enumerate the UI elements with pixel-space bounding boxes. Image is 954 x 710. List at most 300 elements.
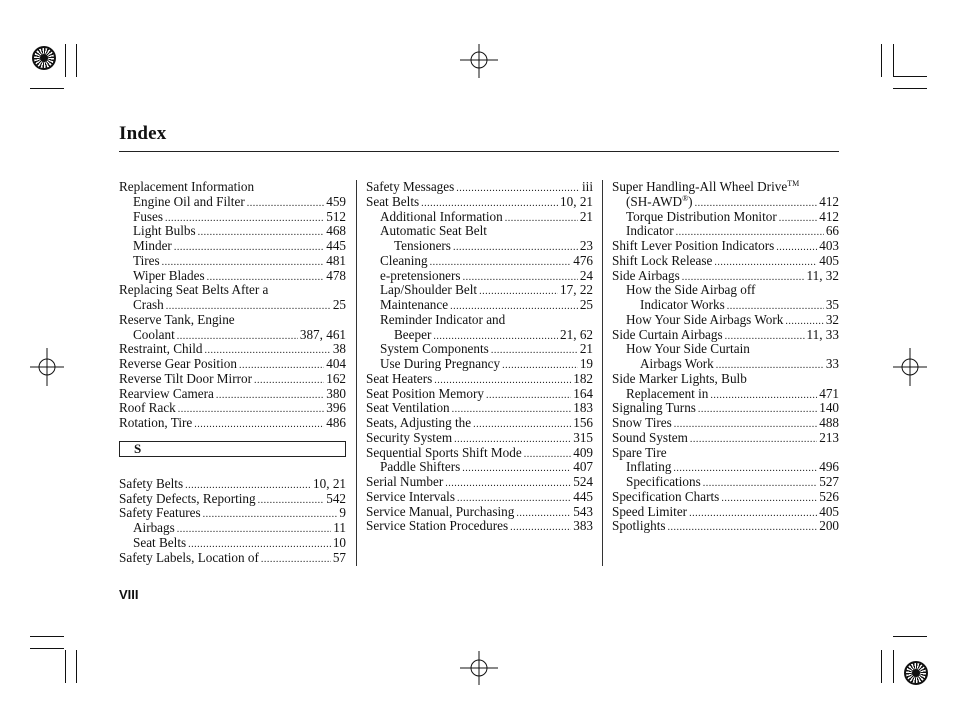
index-entry-label xyxy=(612,490,719,505)
index-entry-text: Additional Information xyxy=(380,208,503,224)
index-entry-text: Rearview Camera xyxy=(119,385,214,401)
index-entry-label xyxy=(119,357,237,372)
page-number: 407 xyxy=(573,459,593,475)
crosshair-registration-icon xyxy=(30,348,64,386)
index-entry xyxy=(612,239,839,254)
index-entry-label xyxy=(626,475,701,490)
index-entry xyxy=(119,342,346,357)
index-entry-label xyxy=(119,492,256,507)
index-entry-label xyxy=(119,551,259,566)
page-number: 404 xyxy=(326,356,346,371)
index-entry-text: Sound System xyxy=(612,429,688,445)
index-entry xyxy=(612,269,839,284)
index-entry-text: Serial Number xyxy=(366,474,444,489)
crop-mark xyxy=(76,44,77,77)
page-number: 200 xyxy=(819,518,839,534)
index-entry-text: Shift Lever Position Indicators xyxy=(612,238,775,253)
dot-leader xyxy=(776,241,817,256)
page-number: 140 xyxy=(819,400,839,416)
page-number: 24 xyxy=(579,267,593,283)
index-entry-text: Side Marker Lights, Bulb xyxy=(612,370,747,386)
index-entry-label xyxy=(612,372,747,387)
index-entry xyxy=(366,224,593,239)
dot-leader xyxy=(516,507,571,522)
index-entry-text: Cleaning xyxy=(380,252,428,268)
crop-mark xyxy=(893,650,894,683)
page-number: 412 xyxy=(819,193,839,209)
index-entry-text: Sequential Sports Shift Mode xyxy=(366,444,522,460)
index-entry xyxy=(366,519,593,534)
index-entry-text: Wiper Blades xyxy=(133,267,205,283)
index-entry-label xyxy=(612,401,696,416)
index-entry-text: Seat Belts xyxy=(366,193,420,209)
index-entry-label xyxy=(612,446,667,461)
index-entry-text: Roof Rack xyxy=(119,400,176,416)
index-entry-label xyxy=(380,460,460,475)
index-entry xyxy=(612,313,839,328)
index-entry-label xyxy=(366,372,432,387)
index-entry xyxy=(366,490,593,505)
index-entry xyxy=(119,401,346,416)
index-entry-label xyxy=(133,269,205,284)
index-entry xyxy=(366,431,593,446)
page-number: 445 xyxy=(326,238,346,253)
page-number: 10, 21 xyxy=(313,475,346,491)
index-entry-text: Fuses xyxy=(133,208,164,224)
index-entry xyxy=(366,342,593,357)
index-entry-label xyxy=(612,505,687,520)
index-entry-text: Reverse Gear Position xyxy=(119,356,237,371)
index-entry-text: Service Intervals xyxy=(366,488,455,504)
index-entry-label xyxy=(612,239,774,254)
crop-mark xyxy=(881,44,882,77)
index-entry-label xyxy=(626,283,755,298)
page-number: 21 xyxy=(579,208,593,224)
index-column-3 xyxy=(612,180,839,534)
index-entry xyxy=(366,195,593,210)
index-entry-text: Automatic Seat Belt xyxy=(380,223,487,239)
page-number: 162 xyxy=(326,370,346,386)
dot-leader xyxy=(710,389,817,404)
index-entry xyxy=(119,492,346,507)
index-entry-text: Seat Position Memory xyxy=(366,385,484,401)
index-entry-text: Safety Belts xyxy=(119,475,184,491)
page-number: 468 xyxy=(326,223,346,239)
index-entry xyxy=(366,180,593,195)
page-number: 9 xyxy=(339,505,346,521)
title-rule xyxy=(119,151,839,152)
index-entry xyxy=(366,372,593,387)
page-number: 405 xyxy=(819,252,839,268)
page-number: 19 xyxy=(579,356,593,371)
registration-target-icon xyxy=(904,661,928,685)
index-entry-text: Minder xyxy=(133,238,172,253)
index-entry xyxy=(366,460,593,475)
index-entry-label xyxy=(612,180,799,195)
index-entry-label xyxy=(366,195,419,210)
page-number: 23 xyxy=(579,238,593,253)
page-number: 496 xyxy=(819,459,839,475)
index-entry-text: Service Station Procedures xyxy=(366,518,509,534)
index-entry-text: Specifications xyxy=(626,474,701,489)
index-entry-text: Airbags xyxy=(133,520,175,535)
index-entry xyxy=(366,283,593,298)
index-entry xyxy=(612,342,839,357)
index-entry-label xyxy=(119,313,235,328)
page-number: 182 xyxy=(573,370,593,386)
page-number: 25 xyxy=(579,297,593,312)
dot-leader xyxy=(453,241,578,256)
index-entry-text: System Components xyxy=(380,341,489,357)
dot-leader xyxy=(491,344,578,359)
index-entry-label xyxy=(133,195,245,210)
index-entry-text: Light Bulbs xyxy=(133,223,196,239)
dot-leader xyxy=(178,403,324,418)
index-entry-label xyxy=(133,298,164,313)
index-entry-text: Signaling Turns xyxy=(612,400,696,416)
index-entry xyxy=(119,357,346,372)
index-entry-label xyxy=(626,460,671,475)
index-entry-label xyxy=(626,387,708,402)
crop-mark xyxy=(30,636,64,637)
page-number: 10, 21 xyxy=(560,193,593,209)
index-entry-label xyxy=(366,519,508,534)
index-entry-text: Seats, Adjusting the xyxy=(366,415,472,430)
index-entry xyxy=(366,475,593,490)
index-entry xyxy=(119,477,346,492)
index-entry-label xyxy=(366,490,455,505)
index-entry xyxy=(119,195,346,210)
index-entry-text: Safety Messages xyxy=(366,179,455,194)
index-entry-label xyxy=(612,416,672,431)
dot-leader xyxy=(779,212,817,227)
index-entry-text: Paddle Shifters xyxy=(380,459,461,475)
index-entry-label xyxy=(380,224,487,239)
index-entry-label xyxy=(612,431,688,446)
page-number: 17, 22 xyxy=(560,282,593,298)
index-entry-text: Replacement Information xyxy=(119,179,255,194)
index-entry-text: Snow Tires xyxy=(612,415,672,430)
page-number: 403 xyxy=(819,238,839,253)
index-entry-label xyxy=(366,431,452,446)
index-entry-text: How the Side Airbag off xyxy=(626,282,756,298)
index-entry xyxy=(612,505,839,520)
crop-mark xyxy=(30,88,64,89)
index-entry-text: Speed Limiter xyxy=(612,503,688,519)
index-entry xyxy=(119,224,346,239)
index-entry-label xyxy=(380,269,461,284)
index-entry-label xyxy=(366,505,514,520)
page-title: Index xyxy=(119,123,167,144)
column-divider xyxy=(356,180,357,566)
index-entry xyxy=(119,283,346,298)
index-entry-label xyxy=(133,254,160,269)
index-column-2 xyxy=(366,180,593,534)
page-number: 383 xyxy=(573,518,593,534)
page-number: 478 xyxy=(326,267,346,283)
dot-leader xyxy=(668,521,818,536)
index-entry-label xyxy=(119,387,214,402)
index-entry-text: How Your Side Curtain xyxy=(626,341,750,357)
index-entry xyxy=(366,387,593,402)
page-number: 11 xyxy=(333,520,346,535)
index-entry xyxy=(612,387,839,402)
index-entry xyxy=(366,269,593,284)
page-number: 315 xyxy=(573,429,593,445)
index-entry xyxy=(612,328,839,343)
page-number: 35 xyxy=(825,297,839,312)
index-entry-label xyxy=(380,254,428,269)
index-entry-text: Restraint, Child xyxy=(119,341,203,357)
index-entry-label xyxy=(119,342,203,357)
index-entry xyxy=(366,328,593,343)
dot-leader xyxy=(445,477,571,492)
dot-leader xyxy=(462,462,571,477)
index-entry-label xyxy=(133,210,163,225)
page-number: 512 xyxy=(326,208,346,224)
index-entry-text: Reserve Tank, Engine xyxy=(119,311,235,327)
index-entry xyxy=(366,239,593,254)
index-entry xyxy=(119,269,346,284)
index-entry-text: Use During Pregnancy xyxy=(380,356,501,371)
page-number: 542 xyxy=(326,490,346,506)
index-entry-text: Spare Tire xyxy=(612,444,667,460)
index-entry-label xyxy=(380,298,448,313)
index-entry xyxy=(119,328,346,343)
index-entry-text: Inflating xyxy=(626,459,672,475)
index-entry-label xyxy=(133,224,196,239)
index-entry-label xyxy=(626,210,777,225)
index-entry xyxy=(366,254,593,269)
index-entry xyxy=(612,254,839,269)
index-entry xyxy=(119,254,346,269)
dot-leader xyxy=(502,359,578,374)
crop-mark xyxy=(893,44,894,77)
section-letter-heading: S xyxy=(119,441,346,457)
crop-mark xyxy=(76,650,77,683)
index-entry-text: Beeper xyxy=(394,326,432,342)
index-entry-text: Engine Oil and Filter xyxy=(133,193,245,209)
dot-leader xyxy=(486,389,571,404)
dot-leader xyxy=(690,433,817,448)
index-entry-text: Security System xyxy=(366,429,453,445)
index-entry xyxy=(366,446,593,461)
index-entry-text: Airbags Work xyxy=(640,356,714,371)
index-entry-label xyxy=(119,477,183,492)
page-number: 32 xyxy=(825,311,839,327)
crop-mark xyxy=(65,44,66,77)
index-entry-label xyxy=(380,313,505,328)
page-folio: VIII xyxy=(119,587,139,602)
index-entry-label xyxy=(366,446,522,461)
page-number: 526 xyxy=(819,488,839,504)
index-entry-label xyxy=(133,521,175,536)
crop-mark xyxy=(893,88,927,89)
index-entry xyxy=(612,357,839,372)
index-entry xyxy=(612,372,839,387)
page-number: 380 xyxy=(326,385,346,401)
dot-leader xyxy=(479,285,558,300)
page-number: 412 xyxy=(819,208,839,224)
index-entry-label xyxy=(626,342,750,357)
index-entry xyxy=(119,313,346,328)
page-number: 57 xyxy=(332,549,346,565)
registration-target-icon xyxy=(32,46,56,70)
page-number: 164 xyxy=(573,385,593,401)
index-entry-label xyxy=(394,328,431,343)
page-number: 527 xyxy=(819,474,839,489)
index-entry-text: Crash xyxy=(133,297,164,312)
index-entry-label xyxy=(133,239,172,254)
index-entry-text: Replacement in xyxy=(626,385,709,401)
index-entry-label xyxy=(612,254,712,269)
page-number: 476 xyxy=(573,252,593,268)
index-entry xyxy=(612,210,839,225)
index-entry-label xyxy=(380,210,503,225)
index-entry-text: Coolant xyxy=(133,326,175,342)
index-entry xyxy=(366,505,593,520)
index-entry-text: Spotlights xyxy=(612,518,666,534)
index-entry-text: Side Curtain Airbags xyxy=(612,326,723,342)
index-entry-text: Shift Lock Release xyxy=(612,252,713,268)
index-entry-label xyxy=(366,387,484,402)
index-entry xyxy=(366,416,593,431)
index-entry xyxy=(612,224,839,239)
crosshair-registration-icon xyxy=(460,44,498,78)
index-entry-label xyxy=(612,519,666,534)
index-entry xyxy=(612,475,839,490)
dot-leader xyxy=(689,507,817,522)
page-number: 10 xyxy=(332,534,346,550)
page-number: 66 xyxy=(825,223,839,239)
index-entry-text: Reverse Tilt Door Mirror xyxy=(119,370,252,386)
dot-leader xyxy=(473,418,571,433)
index-entry-text: Service Manual, Purchasing xyxy=(366,503,515,519)
index-entry-label xyxy=(640,298,725,313)
index-entry-text: Seat Heaters xyxy=(366,370,433,386)
crop-mark xyxy=(881,650,882,683)
index-entry xyxy=(612,195,839,210)
page-number: 524 xyxy=(573,474,593,489)
index-entry-text: Indicator Works xyxy=(640,297,725,312)
dot-leader xyxy=(177,523,332,538)
index-entry-label xyxy=(133,328,175,343)
index-entry-label xyxy=(394,239,451,254)
index-entry xyxy=(366,313,593,328)
index-entry xyxy=(612,490,839,505)
page-number: iii xyxy=(582,179,593,194)
page-number: 33 xyxy=(825,356,839,371)
index-entry-text: Reminder Indicator and xyxy=(380,311,506,327)
crop-mark xyxy=(30,648,64,649)
index-entry xyxy=(612,460,839,475)
crop-mark xyxy=(893,76,927,77)
index-entry-label xyxy=(366,401,450,416)
index-entry xyxy=(119,416,346,431)
index-entry-text: (SH-AWD xyxy=(626,193,683,209)
dot-leader xyxy=(203,508,338,523)
index-entry-text: How Your Side Airbags Work xyxy=(626,311,784,327)
index-entry xyxy=(612,283,839,298)
page-number: 21 xyxy=(579,341,593,357)
index-entry xyxy=(119,372,346,387)
index-entry-label xyxy=(612,269,680,284)
index-entry-text: Tensioners xyxy=(394,238,451,253)
index-entry-label xyxy=(366,180,454,195)
index-entry xyxy=(119,536,346,551)
dot-leader xyxy=(703,477,818,492)
index-entry-label xyxy=(626,313,783,328)
index-entry xyxy=(119,521,346,536)
index-entry-text: Specification Charts xyxy=(612,488,720,504)
index-entry-text: Safety Features xyxy=(119,505,201,521)
dot-leader xyxy=(510,521,571,536)
dot-leader xyxy=(254,374,324,389)
crop-mark xyxy=(65,650,66,683)
dot-leader xyxy=(261,553,331,568)
index-column-1 xyxy=(119,180,346,565)
dot-leader xyxy=(216,389,324,404)
page-number: 183 xyxy=(573,400,593,416)
index-entry-text: Safety Defects, Reporting xyxy=(119,490,256,506)
index-entry-label xyxy=(133,536,186,551)
index-entry xyxy=(119,239,346,254)
dot-leader xyxy=(721,492,817,507)
index-entry-label xyxy=(626,224,674,239)
page-number: 156 xyxy=(573,415,593,430)
index-entry xyxy=(119,506,346,521)
index-entry-label xyxy=(119,372,252,387)
index-entry-text: Replacing Seat Belts After a xyxy=(119,282,269,298)
index-entry-text: e-pretensioners xyxy=(380,267,461,283)
dot-leader xyxy=(698,403,817,418)
index-entry-text: Indicator xyxy=(626,223,674,239)
dot-leader xyxy=(505,212,578,227)
index-entry-label xyxy=(366,416,471,431)
index-entry xyxy=(366,210,593,225)
index-entry xyxy=(366,298,593,313)
index-entry xyxy=(612,446,839,461)
dot-leader xyxy=(524,448,572,463)
page-number: 445 xyxy=(573,488,593,504)
page-number: 21, 62 xyxy=(560,326,593,342)
column-divider xyxy=(602,180,603,566)
dot-leader xyxy=(174,241,324,256)
index-entry xyxy=(119,210,346,225)
index-entry xyxy=(119,551,346,566)
index-entry-text: Torque Distribution Monitor xyxy=(626,208,777,224)
index-entry-text: Maintenance xyxy=(380,297,449,312)
index-entry-text: Lap/Shoulder Belt xyxy=(380,282,478,298)
page-number: 543 xyxy=(573,503,593,519)
trademark-mark: TM xyxy=(787,179,800,188)
dot-leader xyxy=(258,494,325,509)
page-number: 409 xyxy=(573,444,593,460)
index-entry xyxy=(612,416,839,431)
index-entry xyxy=(612,298,839,313)
page-number: 459 xyxy=(326,193,346,209)
index-entry-text: Tires xyxy=(133,252,160,268)
index-entry xyxy=(366,401,593,416)
index-entry-label xyxy=(380,357,500,372)
page-number: 471 xyxy=(819,385,839,401)
crosshair-registration-icon xyxy=(893,348,927,386)
index-entry-text: Super Handling-All Wheel Drive xyxy=(612,179,788,194)
index-entry-text: Seat Ventilation xyxy=(366,400,450,416)
index-entry-label xyxy=(119,506,201,521)
index-entry-label xyxy=(119,401,176,416)
page-number: 405 xyxy=(819,503,839,519)
